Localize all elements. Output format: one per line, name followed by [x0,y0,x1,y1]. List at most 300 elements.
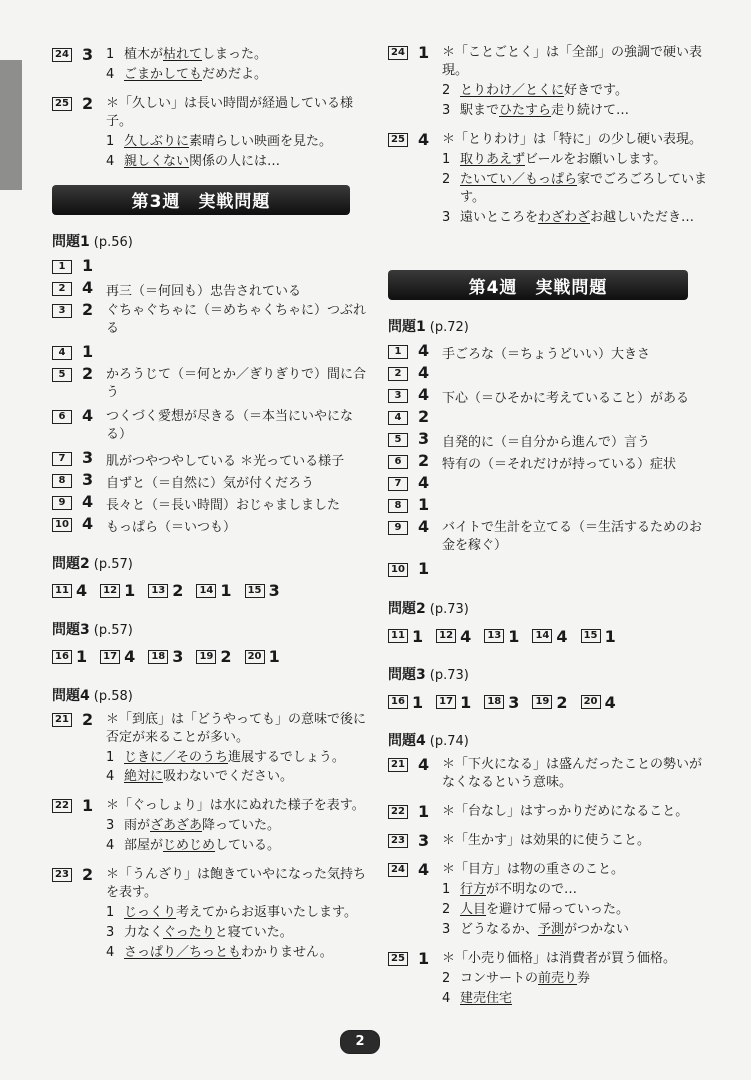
section-label: 問題3 [388,667,426,684]
example-number: 1 [442,151,451,167]
answer-choice: 1 [268,647,280,667]
answer-choice: 2 [172,581,184,601]
example-number: 2 [442,970,451,986]
example-underlined: たいてい／もっぱら [460,171,578,187]
answer-item [52,95,372,171]
answer-choice: 3 [508,692,520,712]
example-underlined: 人目 [460,902,487,918]
answer-item [436,693,471,712]
example-line [106,837,372,855]
answer-note: ＊「台なし」はすっかりだめになること。 [442,804,689,820]
answer-explanation: 手ごろな（＝ちょうどいい）大きさ [442,347,651,363]
example-suffix: 素晴らしい映画を見た。 [189,133,333,149]
answer-row [52,343,372,365]
answer-explanation: つくづく愛想が尽きる（＝本当にいやになる） [106,408,354,442]
answer-inline-row [388,690,710,714]
example-number: 4 [106,838,115,854]
answer-choice: 4 [418,517,430,537]
answer-item [52,647,87,666]
answer-choice: 1 [418,43,430,62]
section-label: 問題3 [52,621,90,638]
question-number: 4 [388,411,408,425]
question-number: 24 [388,863,408,877]
example-line [106,924,372,942]
answer-note: ＊「目方」は物の重さのこと。 [442,862,625,878]
example-number: 1 [106,905,115,921]
left-column [52,44,372,973]
example-suffix: 券 [577,970,591,986]
question-number: 15 [245,584,265,598]
answer-choice: 2 [82,865,94,885]
question-number: 22 [388,805,408,819]
section-page: (p.72) [429,320,469,336]
section-label: 問題4 [52,687,90,704]
answer-row [388,386,710,408]
section-heading [388,316,710,336]
answer-item [388,44,710,120]
answer-item [388,756,710,792]
question-number: 5 [388,433,408,447]
answer-row [52,449,372,471]
example-line [106,749,372,767]
question-number: 8 [52,474,72,488]
answer-row [52,515,372,537]
question-number: 25 [388,952,408,966]
answer-explanation: かろうじて（＝何とか／ぎりぎりで）間に合う [106,366,367,400]
answer-choice: 2 [418,407,430,427]
page-edge-tab [0,60,22,190]
question-number: 25 [52,97,72,111]
answer-item [52,866,372,962]
question-number: 9 [52,496,72,510]
example-line [106,768,372,786]
answer-choice: 3 [82,45,94,64]
example-line [106,46,372,64]
answer-choice: 2 [220,647,232,667]
answer-choice: 4 [82,405,94,425]
question-number: 3 [388,389,408,403]
example-prefix: どうなるか、 [460,922,539,937]
section-page: (p.73) [429,602,469,618]
answer-item [148,647,183,666]
answer-choice: 3 [172,647,184,667]
answer-item [196,581,231,600]
answer-choice: 4 [418,341,430,361]
question-number: 21 [52,713,72,727]
example-suffix: 降っていた。 [202,818,281,834]
question-number: 12 [100,584,120,598]
section-heading [388,598,710,618]
answer-note: ＊「下火になる」は盛んだったことの勢いがなくなるという意味。 [442,757,703,791]
section-heading [52,619,372,639]
example-suffix: わかりません。 [241,944,333,960]
week-banner: 第4週 実戦問題 [388,270,688,300]
example-underlined: ひたすら [499,102,552,118]
answer-choice: 1 [418,559,430,579]
question-number: 2 [388,367,408,381]
example-underlined: とりわけ／とくに [460,82,565,98]
example-underlined: 絶対に [124,769,164,785]
question-number: 12 [436,629,456,643]
section-label: 問題2 [52,555,90,572]
example-prefix: コンサートの [460,970,539,986]
answer-choice: 4 [418,363,430,383]
example-number: 4 [106,944,115,960]
example-suffix: 関係の人には… [189,153,281,169]
example-line [442,171,710,207]
answer-item [100,647,135,666]
answer-item [581,693,616,712]
question-number: 16 [52,650,72,664]
answer-note: ＊「生かす」は効果的に使うこと。 [442,833,651,849]
answer-choice: 4 [418,860,430,880]
answer-item [388,832,710,850]
answer-item [532,693,567,712]
answer-row [388,364,710,386]
example-line [442,921,710,939]
answer-item [245,647,280,666]
example-suffix: 家でごろごろしています。 [460,171,708,205]
page-number: 2 [340,1030,380,1054]
section-label: 問題2 [388,601,426,618]
example-underlined: 久しぶりに [124,133,190,149]
answer-choice: 1 [412,626,424,646]
example-line [106,944,372,962]
answer-explanation: 下心（＝ひそかに考えていること）がある [442,391,690,407]
section-heading [52,231,372,251]
answer-item [148,581,183,600]
question-number: 1 [52,260,72,274]
question-number: 16 [388,695,408,709]
answer-choice: 1 [508,626,520,646]
example-number: 4 [442,990,451,1006]
example-underlined: 建売住宅 [460,990,513,1006]
answer-explanation: バイトで生計を立てる（＝生活するためのお金を稼ぐ） [442,520,703,554]
section-page: (p.74) [429,734,469,750]
answer-item [245,581,280,600]
answer-item [484,693,519,712]
question-number: 19 [196,650,216,664]
answer-choice: 4 [418,385,430,405]
example-number: 3 [442,209,451,225]
answer-choice: 1 [460,692,472,712]
example-number: 4 [106,66,115,82]
answer-row [52,407,372,449]
question-number: 11 [52,584,72,598]
answer-choice: 4 [418,755,430,775]
answer-choice: 1 [76,647,88,667]
example-underlined: 親しくない [124,153,190,169]
example-line [442,881,710,899]
question-number: 20 [581,695,601,709]
section-heading [388,664,710,684]
question-number: 4 [52,346,72,360]
example-line [106,904,372,922]
example-suffix: お越しいただき… [590,209,695,225]
answer-choice: 4 [82,513,94,533]
question-number: 9 [388,521,408,535]
answer-choice: 2 [82,93,94,113]
answer-choice: 3 [82,469,94,489]
answer-item [436,627,471,646]
question-number: 15 [581,629,601,643]
example-line [442,102,710,120]
question-number: 17 [100,650,120,664]
example-suffix: 考えてからお返事いたします。 [176,905,357,921]
example-number: 3 [106,925,115,940]
example-underlined: さっぱり／ちっとも [124,944,242,960]
example-number: 2 [442,82,451,98]
example-line [442,209,710,227]
answer-choice: 4 [418,473,430,493]
answer-choice: 4 [418,129,430,149]
example-line [442,901,710,919]
question-number: 23 [52,868,72,882]
answer-item [388,693,423,712]
answer-inline-row [52,645,372,669]
question-number: 11 [388,629,408,643]
answer-choice: 4 [556,626,568,646]
section-heading [52,685,372,705]
example-number: 3 [442,102,451,118]
question-number: 6 [52,410,72,424]
section-heading [388,730,710,750]
example-number: 1 [442,882,451,898]
answer-choice: 1 [418,802,430,822]
answer-item [100,581,135,600]
question-number: 24 [388,46,408,60]
section-page: (p.73) [429,668,469,684]
answer-explanation: 特有の（＝それだけが持っている）症状 [442,457,677,473]
answer-note: ＊「久しい」は長い時間が経過している様子。 [106,95,354,129]
question-number: 13 [484,629,504,643]
example-prefix: 雨が [124,818,151,834]
example-number: 3 [106,818,115,834]
example-line [106,66,372,84]
answer-choice: 4 [604,692,616,712]
example-line [442,990,710,1008]
section-page: (p.57) [93,556,133,572]
example-line [442,82,710,100]
answer-choice: 1 [220,581,232,601]
example-suffix: を避けて帰っていった。 [486,902,630,918]
question-number: 20 [245,650,265,664]
answer-item [388,803,710,821]
section-page: (p.57) [93,622,133,638]
section-label: 問題4 [388,733,426,750]
answer-choice: 3 [268,581,280,601]
example-suffix: だめだよ。 [202,66,268,82]
example-line [106,153,372,171]
answer-explanation: 自発的に（＝自分から進んで）言う [442,435,651,451]
answer-inline-row [388,624,710,648]
example-suffix: している。 [215,838,281,854]
answer-explanation: もっぱら（＝いつも） [106,519,237,535]
example-line [442,151,710,169]
question-number: 2 [52,282,72,296]
answer-choice: 3 [418,429,430,449]
answer-choice: 2 [418,451,430,471]
answer-explanation: 自ずと（＝自然に）気が付くだろう [106,475,315,491]
answer-choice: 1 [124,581,136,601]
answer-choice: 1 [604,626,616,646]
example-underlined: 予測 [538,922,565,937]
example-suffix: 走り続けて… [551,102,630,118]
question-number: 8 [388,499,408,513]
section-page: (p.56) [93,234,133,250]
example-underlined: じきに／そのうち [124,749,229,765]
example-prefix: 遠いところを [460,209,539,225]
question-number: 13 [148,584,168,598]
example-suffix: 吸わないでください。 [163,769,294,785]
example-prefix: 駅まで [460,102,500,118]
example-number: 2 [442,171,451,187]
section-label: 問題1 [52,233,90,250]
answer-item [52,711,372,787]
answer-row [52,301,372,343]
answer-explanation: 長々と（＝長い時間）おじゃましました [106,497,341,513]
example-line [106,133,372,151]
answer-choice: 2 [82,363,94,383]
answer-row [52,279,372,301]
question-number: 3 [52,304,72,318]
example-suffix: と寝ていた。 [214,925,293,940]
example-prefix: 植木が [124,47,164,62]
answer-row [52,257,372,279]
example-underlined: わざわざ [538,209,591,225]
section-heading [52,553,372,573]
example-prefix: 部屋が [124,838,164,854]
answer-row [388,430,710,452]
answer-choice: 4 [124,647,136,667]
answer-row [388,342,710,364]
example-underlined: 枯れて [163,47,203,62]
example-number: 1 [106,47,115,62]
answer-choice: 2 [82,709,94,729]
answer-item [388,950,710,1008]
question-number: 14 [196,584,216,598]
answer-item [388,861,710,939]
answer-row [388,452,710,474]
example-suffix: 好きです。 [564,82,628,98]
example-underlined: ざあざあ [150,818,203,834]
answer-row [52,365,372,407]
answer-row [388,560,710,582]
example-underlined: 行方 [460,882,487,898]
answer-choice: 1 [412,692,424,712]
example-line [106,817,372,835]
question-number: 17 [436,695,456,709]
answer-row [388,474,710,496]
example-number: 3 [442,922,451,937]
answer-choice: 3 [82,447,94,467]
question-number: 7 [52,452,72,466]
question-number: 25 [388,133,408,147]
example-underlined: 取りあえず [460,151,526,167]
section-page: (p.58) [93,688,133,704]
example-underlined: ごまかしても [124,66,203,82]
question-number: 10 [388,563,408,577]
question-number: 1 [388,345,408,359]
answer-row [52,493,372,515]
example-number: 1 [106,749,115,765]
answer-row [388,518,710,560]
section-label: 問題1 [388,319,426,336]
example-number: 4 [106,153,115,169]
answer-choice: 2 [556,692,568,712]
answer-item [196,647,231,666]
answer-choice: 1 [418,495,430,515]
answer-item [52,46,372,84]
answer-choice: 4 [82,491,94,511]
answer-choice: 1 [82,796,94,816]
answer-choice: 4 [82,277,94,297]
answer-item [388,131,710,227]
question-number: 21 [388,758,408,772]
answer-choice: 1 [82,255,94,275]
answer-note: ＊「ことごとく」は「全部」の強調で硬い表現。 [442,45,703,78]
answer-item [484,627,519,646]
question-number: 5 [52,368,72,382]
answer-explanation: 肌がつやつやしている ＊光っている様子 [106,453,345,469]
answer-row [388,496,710,518]
answer-item [388,627,423,646]
question-number: 19 [532,695,552,709]
answer-item [52,797,372,855]
question-number: 18 [148,650,168,664]
question-number: 22 [52,799,72,813]
answer-note: ＊「小売り価格」は消費者が買う価格。 [442,950,677,966]
example-number: 1 [106,133,115,149]
answer-row [388,408,710,430]
example-line [442,970,710,988]
answer-inline-row [52,579,372,603]
question-number: 10 [52,518,72,532]
question-number: 6 [388,455,408,469]
example-prefix: 力なく [124,925,164,940]
example-underlined: じっくり [124,905,177,921]
question-number: 18 [484,695,504,709]
example-suffix: がつかない [564,922,630,937]
answer-note: ＊「到底」は「どうやっても」の意味で後に否定が来ることが多い。 [106,711,367,745]
answer-row [52,471,372,493]
example-underlined: じめじめ [163,838,216,854]
question-number: 23 [388,834,408,848]
answer-note: ＊「ぐっしょり」は水にぬれた様子を表す。 [106,798,365,814]
example-suffix: が不明なので… [486,882,578,898]
answer-explanation: ぐちゃぐちゃに（＝めちゃくちゃに）つぶれる [106,302,367,336]
question-number: 24 [52,48,72,62]
answer-note: ＊「とりわけ」は「特に」の少し硬い表現。 [442,131,703,147]
answer-choice: 2 [82,299,94,319]
answer-choice: 1 [82,341,94,361]
week-banner: 第3週 実戦問題 [52,185,350,215]
example-number: 4 [106,769,115,785]
example-underlined: 前売り [538,970,578,986]
answer-explanation: 再三（＝何回も）忠告されている [106,283,302,299]
answer-item [581,627,616,646]
answer-item [52,581,87,600]
question-number: 7 [388,477,408,491]
answer-choice: 4 [460,626,472,646]
answer-choice: 3 [418,831,430,851]
example-suffix: しまった。 [202,47,268,62]
example-suffix: ビールをお願いします。 [525,151,667,167]
right-column [388,44,710,1019]
question-number: 14 [532,629,552,643]
example-underlined: ぐったり [163,925,215,940]
answer-choice: 4 [76,581,88,601]
